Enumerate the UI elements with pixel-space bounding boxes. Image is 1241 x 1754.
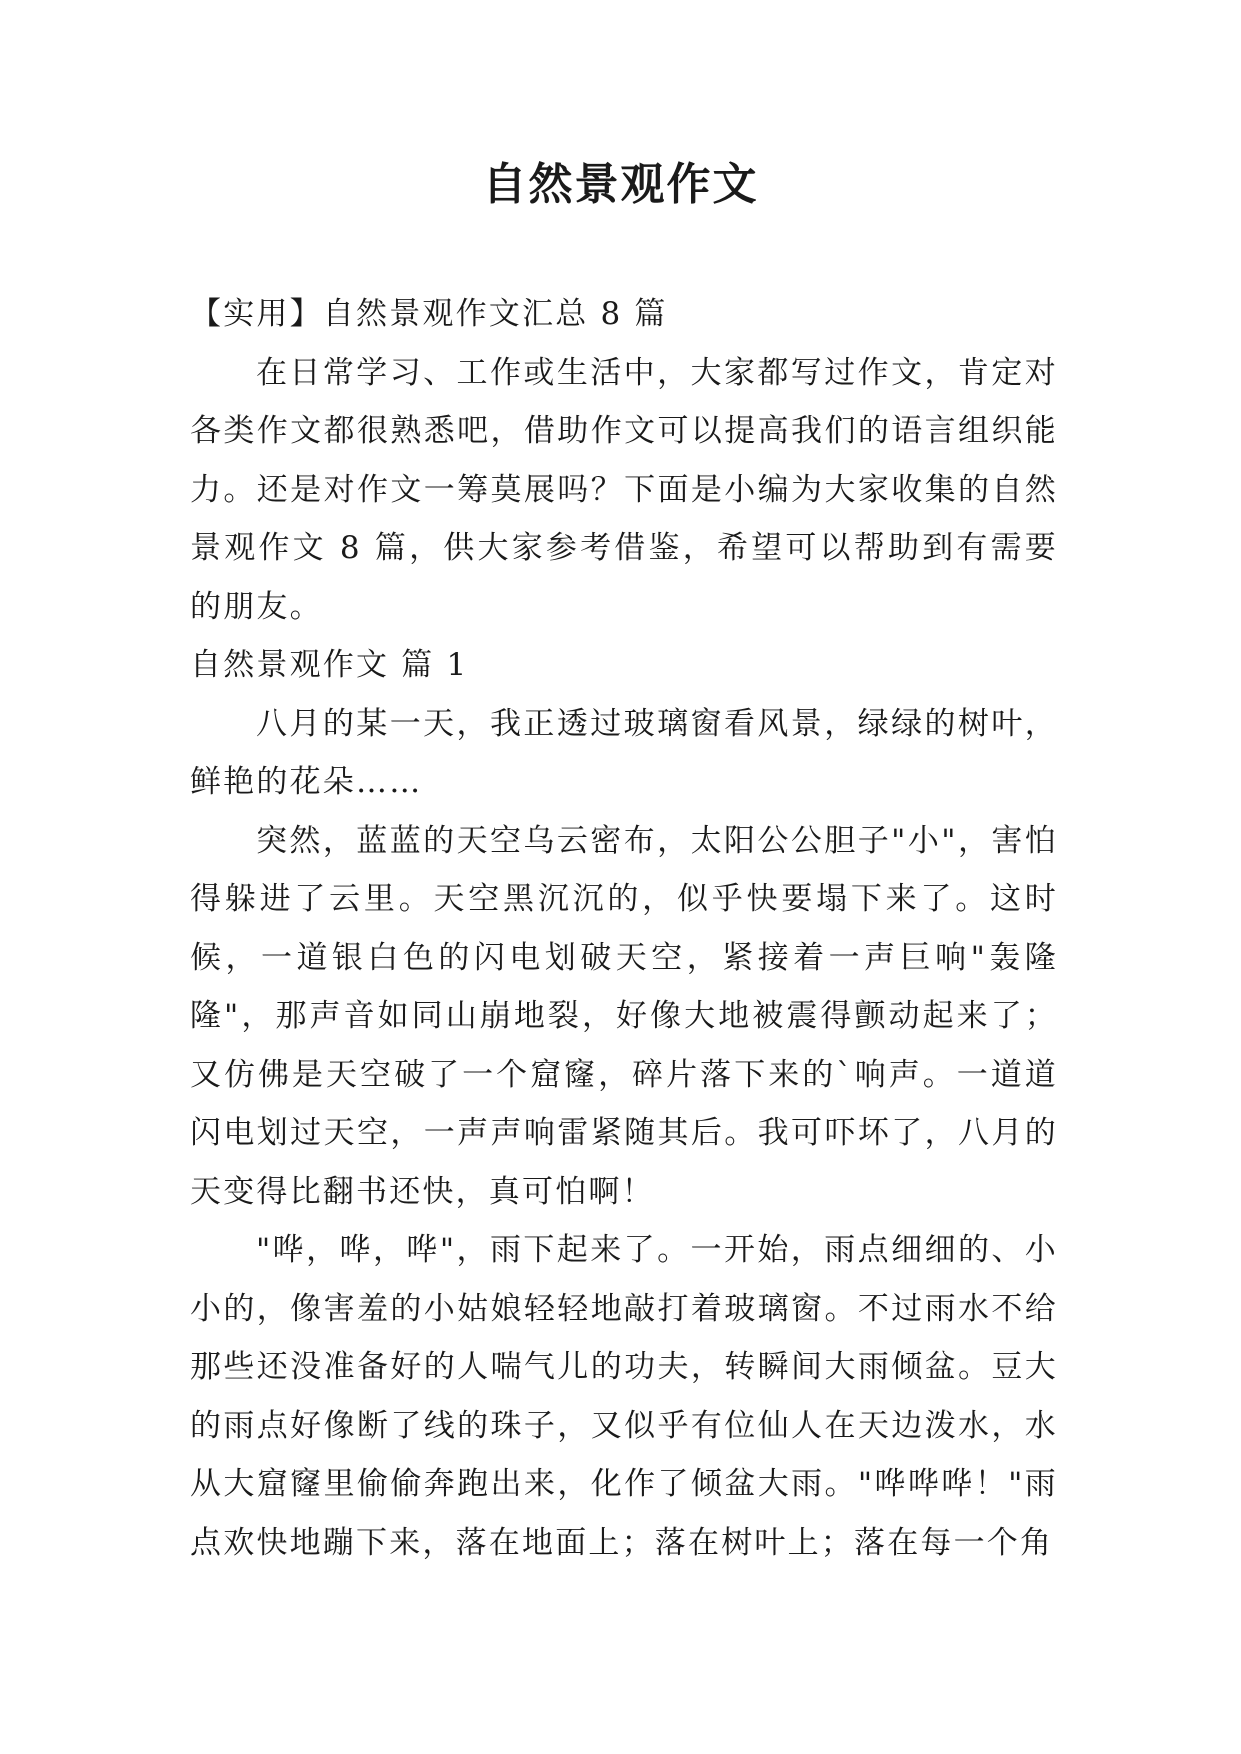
intro-paragraph: 在日常学习、工作或生活中，大家都写过作文，肯定对各类作文都很熟悉吧，借助作文可以提高我们的语言组织能力。还是对作文一筹莫展吗？下面是小编为大家收集的自然景观作文 8 篇，供大家参考借鉴，希望可以帮助到有需要的朋友。 <box>190 354 1058 625</box>
document-title: 自然景观作文 <box>482 159 759 210</box>
body-paragraph-2: 突然，蓝蓝的天空乌云密布，太阳公公胆子"小"，害怕得躲进了云里。天空黑沉沉的，似乎快要塌下来了。这时候，一道银白色的闪电划破天空，紧接着一声巨响"轰隆隆"，那声音如同山崩地裂，好像大地被震得颤动起来了；又仿佛是天空破了一个窟窿，碎片落下来的`响声。一道道闪电划过天空，一声声响雷紧随其后。我可吓坏了，八月的天变得比翻书还快，真可怕啊！ <box>190 822 1058 1210</box>
body-paragraph-1: 八月的某一天，我正透过玻璃窗看风景，绿绿的树叶，鲜艳的花朵…… <box>190 705 1058 800</box>
document-body <box>190 285 1058 1572</box>
section-heading: 自然景观作文 篇 1 <box>190 647 469 683</box>
body-paragraph-3: "哗，哗，哗"，雨下起来了。一开始，雨点细细的、小小的，像害羞的小姑娘轻轻地敲打着玻璃窗。不过雨水不给那些还没准备好的人喘气儿的功夫，转瞬间大雨倾盆。豆大的雨点好像断了线的珠子，又似乎有位仙人在天边泼水，水从大窟窿里偷偷奔跑出来，化作了倾盆大雨。"哗哗哗！"雨点欢快地蹦下来，落在地面上；落在树叶上；落在每一个角 <box>190 1232 1058 1561</box>
document-subtitle: 【实用】自然景观作文汇总 8 篇 <box>190 296 668 332</box>
